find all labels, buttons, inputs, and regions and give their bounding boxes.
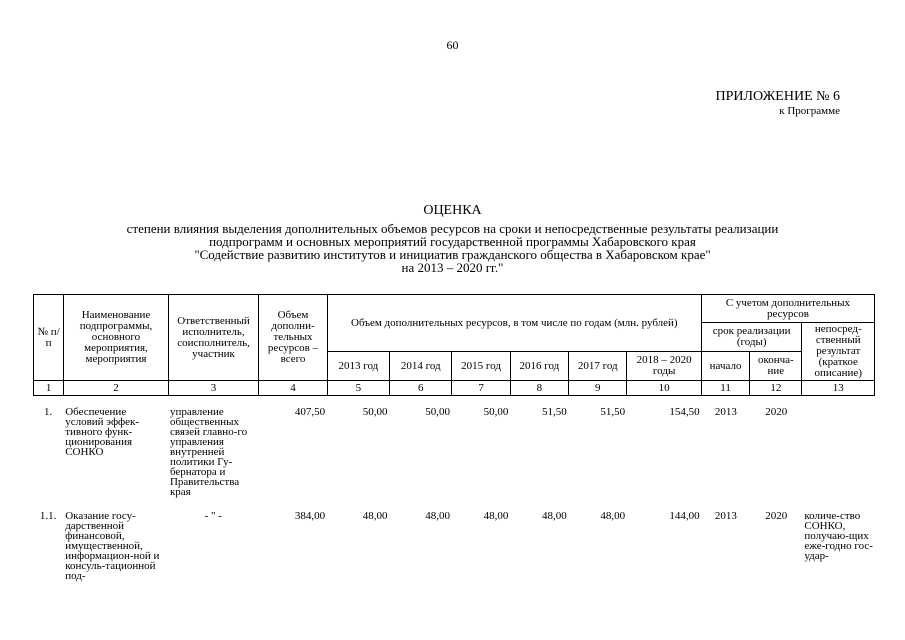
- row-end: 2020: [765, 406, 788, 418]
- row-total: 384,00: [294, 510, 326, 522]
- row-value-2018-2020: 144,00: [669, 510, 700, 522]
- row-executor: - " -: [204, 510, 222, 522]
- column-number: 6: [390, 381, 452, 396]
- table-row: [33, 406, 875, 510]
- column-number: 2: [64, 381, 169, 396]
- header-year: 2016 год: [510, 352, 568, 381]
- row-value-2013: 50,00: [362, 406, 388, 418]
- row-value-2015: 48,00: [483, 510, 509, 522]
- document-subtitle: [40, 222, 865, 274]
- header-year: 2013 год: [327, 352, 389, 381]
- row-start: 2013: [714, 406, 737, 418]
- header-volume: Объем дополни-тельных ресурсов – всего: [259, 295, 327, 381]
- assessment-table-body: [33, 406, 875, 582]
- column-number: 10: [627, 381, 702, 396]
- subtitle-line: степени влияния выделения дополнительных объемов ресурсов на сроки и непосредственные результаты реализации: [126, 221, 779, 236]
- assessment-table-header: [33, 294, 875, 396]
- column-number: 13: [802, 381, 875, 396]
- page-number: 60: [446, 38, 459, 52]
- subtitle-line: подпрограмм и основных мероприятий государственной программы Хабаровского края: [209, 234, 696, 249]
- column-number: 9: [569, 381, 627, 396]
- column-number-row: [34, 381, 875, 396]
- header-by-years: Объем дополнительных ресурсов, в том числе по годам (млн. рублей): [327, 295, 701, 352]
- column-number: 8: [510, 381, 568, 396]
- row-executor: управление общественных связей главно-го управления внутренней политики Гу-бернатора и Правительства края: [169, 406, 248, 498]
- row-value-2017: 51,50: [600, 406, 626, 418]
- column-number: 7: [452, 381, 510, 396]
- header-year: 2015 год: [452, 352, 510, 381]
- header-end: оконча-ние: [750, 352, 802, 381]
- row-name: Оказание госу-дарственной финансовой, имущественной, информацион-ной и консуль-тационной под-: [65, 510, 160, 582]
- row-value-2014: 50,00: [425, 406, 450, 418]
- row-result: количе-ство СОНКО, получаю-щих еже-годно гос-удар-: [804, 510, 873, 562]
- row-total: 407,50: [294, 406, 326, 418]
- column-number: 1: [34, 381, 64, 396]
- row-result: [802, 406, 875, 510]
- header-executor: Ответственный исполнитель, соисполнитель, участник: [168, 295, 259, 381]
- header-with-resources: С учетом дополнительных ресурсов: [701, 295, 874, 323]
- subtitle-line: "Содействие развитию институтов и инициатив гражданского общества в Хабаровском крае": [194, 247, 711, 262]
- row-value-2013: 48,00: [362, 510, 388, 522]
- row-value-2014: 48,00: [425, 510, 450, 522]
- row-num: 1.1.: [39, 510, 57, 522]
- column-number: 12: [750, 381, 802, 396]
- document-title: ОЦЕНКА: [423, 203, 482, 218]
- appendix-title: ПРИЛОЖЕНИЕ № 6: [715, 89, 840, 104]
- header-year: 2018 – 2020 годы: [627, 352, 702, 381]
- row-start: 2013: [714, 510, 737, 522]
- header-year: 2014 год: [390, 352, 452, 381]
- row-name: Обеспечение условий эффек-тивного функ-ционирования СОНКО: [65, 406, 140, 458]
- row-value-2016: 48,00: [542, 510, 567, 522]
- header-result: непосред-ственный результат (краткое описание): [802, 323, 875, 381]
- column-number: 11: [701, 381, 749, 396]
- row-value-2018-2020: 154,50: [669, 406, 700, 418]
- row-num: 1.: [43, 406, 53, 418]
- column-number: 3: [168, 381, 259, 396]
- column-number: 4: [259, 381, 327, 396]
- row-end: 2020: [765, 510, 788, 522]
- row-value-2017: 48,00: [600, 510, 626, 522]
- row-value-2015: 50,00: [483, 406, 509, 418]
- header-name: Наименование подпрограммы, основного мероприятия, мероприятия: [64, 295, 169, 381]
- header-year: 2017 год: [569, 352, 627, 381]
- column-number: 5: [327, 381, 389, 396]
- header-term: срок реализации (годы): [701, 323, 802, 352]
- subtitle-line: на 2013 – 2020 гг.": [401, 260, 504, 275]
- appendix-subtitle: к Программе: [779, 105, 840, 117]
- table-row: [33, 510, 875, 582]
- header-num: № п/п: [34, 295, 64, 381]
- header-start: начало: [701, 352, 749, 381]
- row-value-2016: 51,50: [542, 406, 567, 418]
- appendix-block: [716, 89, 841, 118]
